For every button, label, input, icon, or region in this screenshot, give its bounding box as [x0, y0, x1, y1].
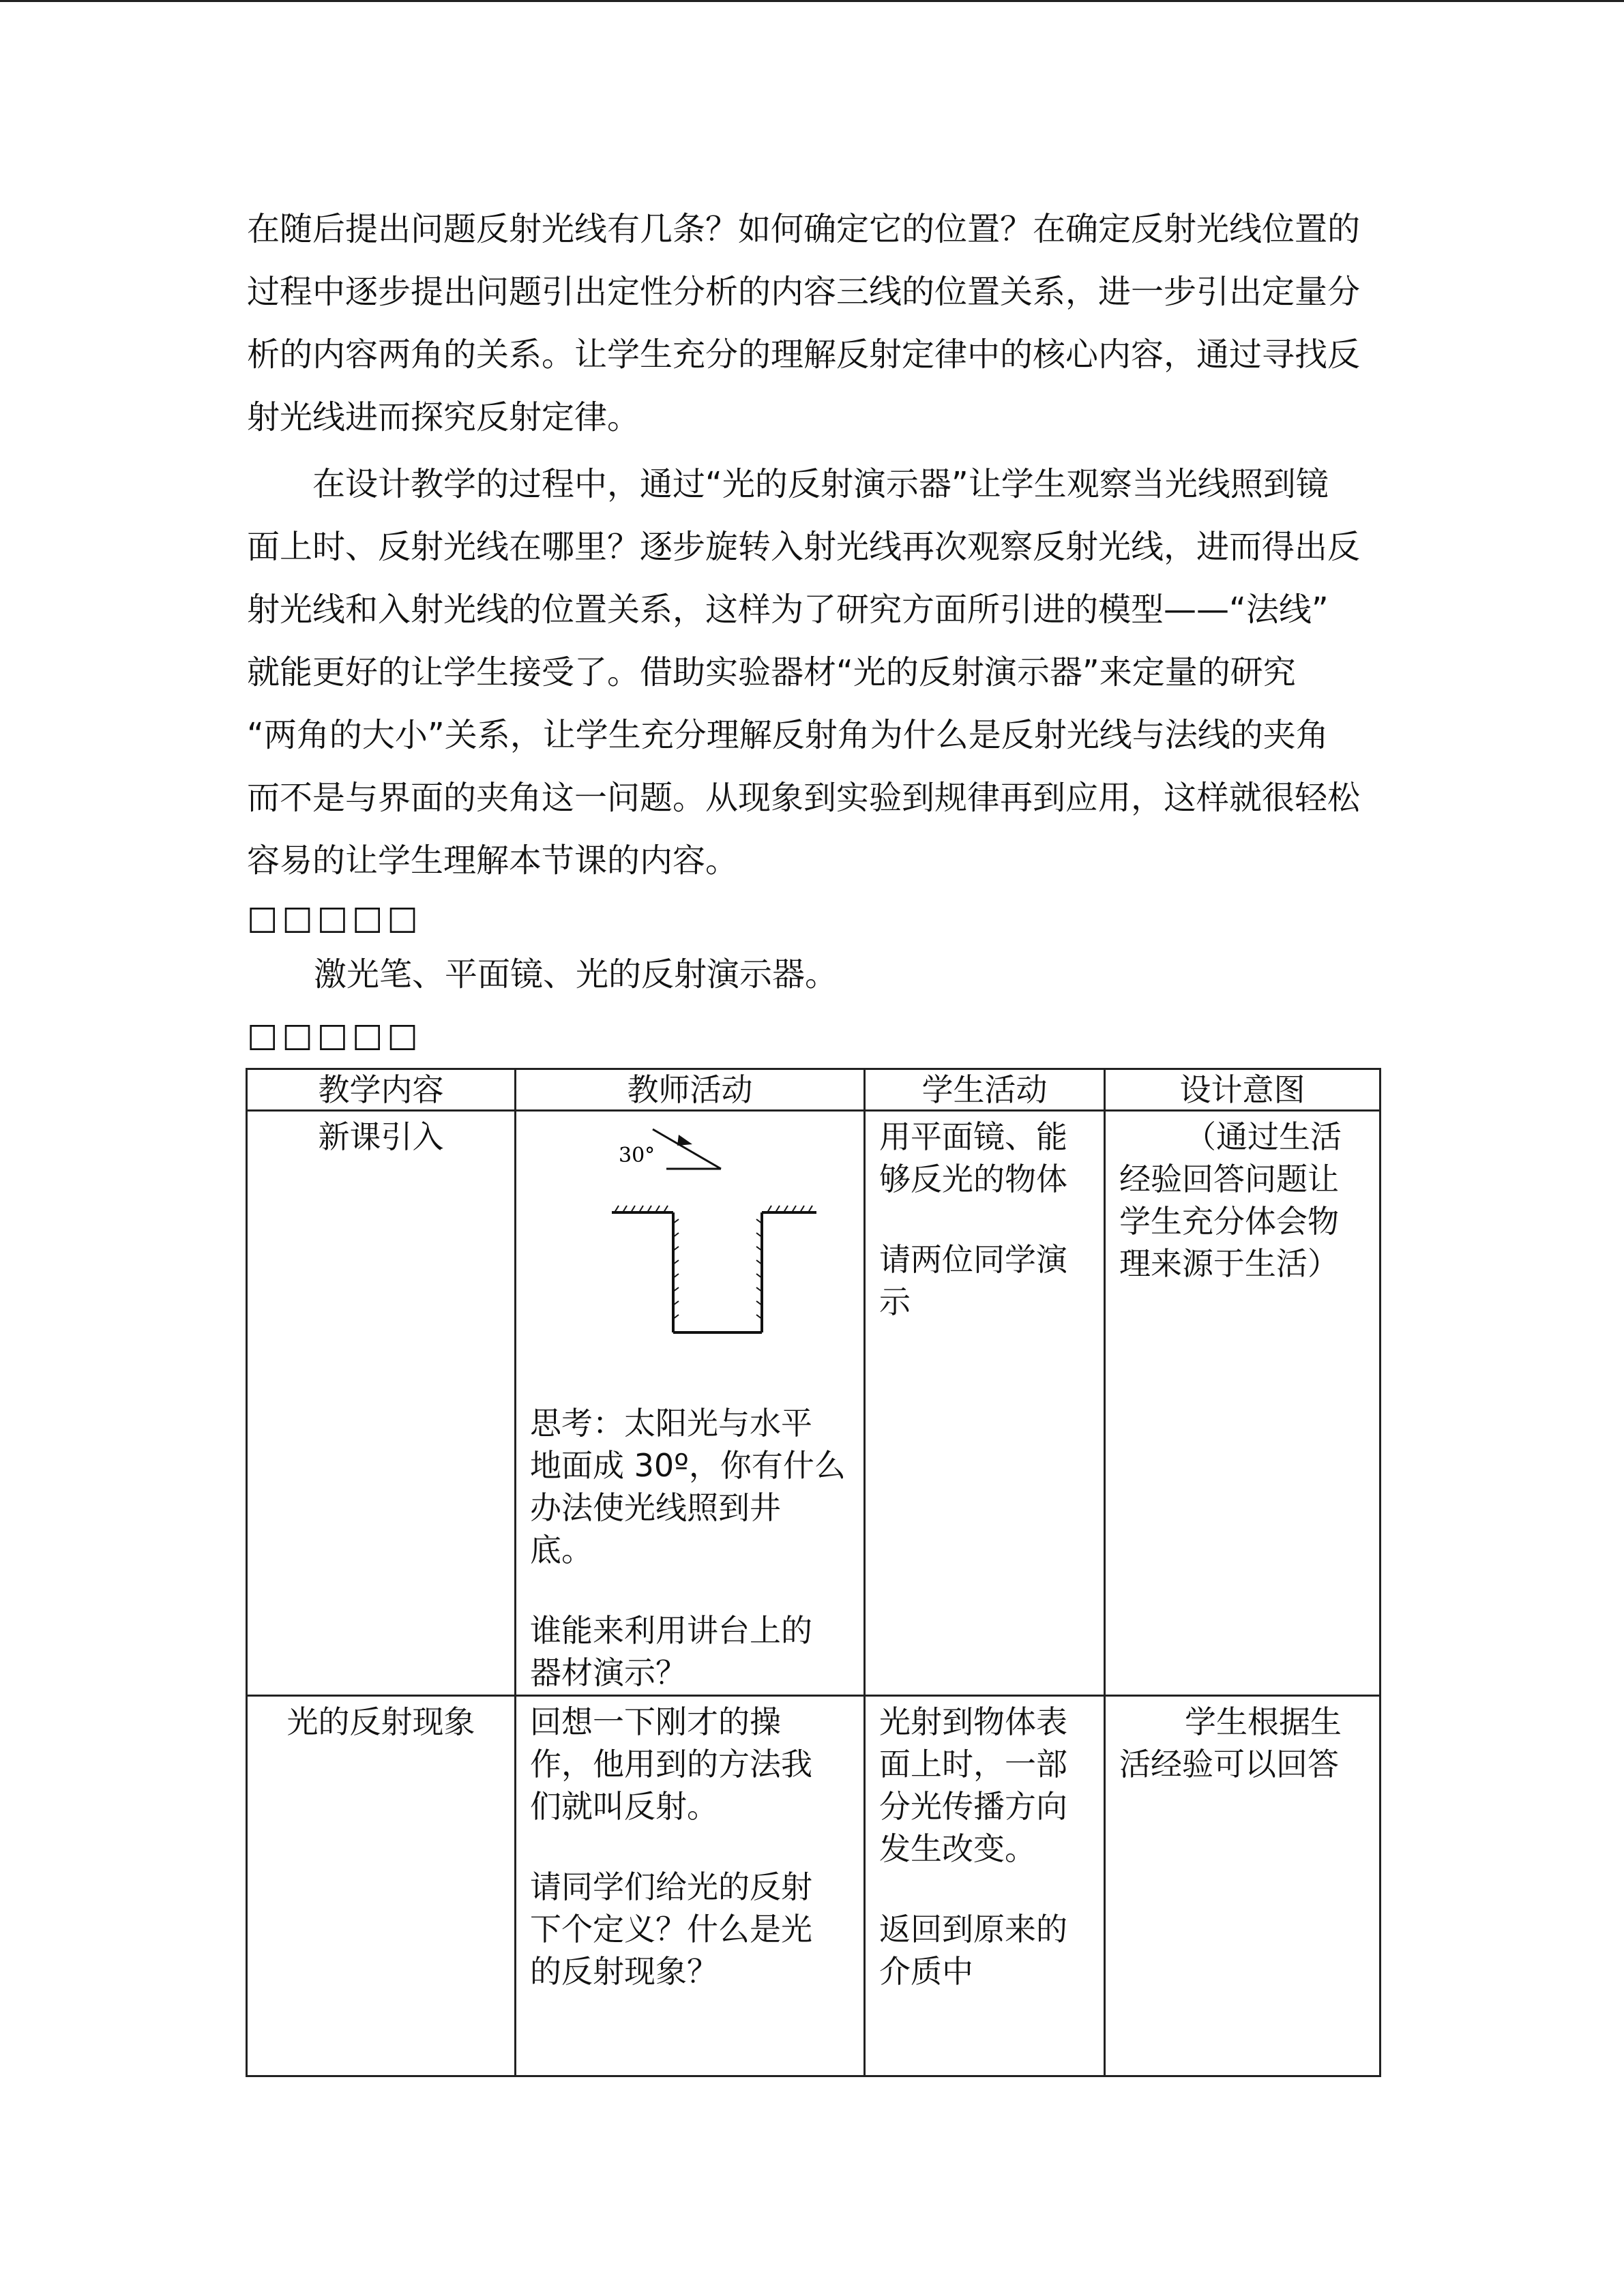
paragraph-2 [247, 453, 1379, 892]
paragraph-line: “两角的大小”关系，让学生充分理解反射角为什么是反射光线与法线的夹角 [247, 716, 1329, 754]
angle-label: 30° [619, 1144, 655, 1167]
text-line: 经验回答问题让 [1119, 1161, 1339, 1197]
well-diagram [612, 1121, 816, 1339]
text-line: 返回到原来的 [879, 1911, 1067, 1948]
cell-teacher [516, 1696, 865, 2076]
paragraph-line: 过程中逐步提出问题引出定性分析的内容三线的位置关系，进一步引出定量分 [247, 273, 1361, 311]
header-content: 教学内容 [247, 1069, 516, 1111]
paragraph-1 [247, 198, 1379, 449]
cell-intent [1105, 1111, 1381, 1696]
text-line: （通过生活 [1185, 1118, 1342, 1155]
text-line: 思考：太阳光与水平 [530, 1405, 812, 1442]
text-line: 分光传播方向 [879, 1788, 1067, 1825]
text-line: 请两位同学演 [879, 1241, 1067, 1278]
section-heading-process: □□□□□ [247, 1016, 422, 1054]
text-line: 面上时，一部 [879, 1746, 1067, 1783]
paragraph-line: 在设计教学的过程中，通过“光的反射演示器”让学生观察当光线照到镜 [247, 465, 1329, 503]
cell-content [247, 1696, 516, 2076]
cell-student [865, 1696, 1105, 2076]
paragraph-line: 而不是与界面的夹角这一问题。从现象到实验到规律再到应用，这样就很轻松 [247, 779, 1361, 817]
text-line: 学生根据生 [1185, 1703, 1342, 1740]
text-line: 们就叫反射。 [530, 1788, 718, 1825]
text-line: 请同学们给光的反射 [530, 1868, 812, 1905]
text-line: 学生充分体会物 [1119, 1203, 1339, 1240]
design-intent-text [1119, 1112, 1365, 1285]
student-activity-text [879, 1112, 1090, 1323]
section-heading-materials: □□□□□ [247, 899, 422, 937]
text-line: 回想一下刚才的操 [530, 1703, 781, 1740]
content-label: 新课引入 [318, 1118, 444, 1155]
text-line: 作，他用到的方法我 [530, 1746, 812, 1783]
paragraph-line: 就能更好的让学生接受了。借助实验器材“光的反射演示器”来定量的研究 [247, 653, 1296, 691]
spacer [530, 1828, 850, 1866]
header-student: 学生活动 [865, 1069, 1105, 1111]
text-line: 活经验可以回答 [1119, 1746, 1339, 1783]
lesson-plan-table [246, 1068, 1381, 2077]
text-line: 谁能来利用讲台上的 [530, 1612, 812, 1649]
text-line: 底。 [530, 1532, 593, 1568]
content-label: 光的反射现象 [286, 1703, 475, 1740]
table-row [247, 1696, 1381, 2076]
cell-intent [1105, 1696, 1381, 2076]
table-header-row [247, 1069, 1381, 1111]
design-intent-text [1119, 1697, 1365, 1785]
text-line: 器材演示？ [530, 1654, 687, 1691]
teacher-activity-text [530, 1339, 850, 1694]
text-line: 用平面镜、能 [879, 1118, 1067, 1155]
spacer [879, 1200, 1090, 1238]
text-line: 地面成 30º，你有什么 [530, 1447, 846, 1484]
spacer [879, 1870, 1090, 1908]
header-teacher: 教师活动 [516, 1069, 865, 1111]
paragraph-line: 在随后提出问题反射光线有几条？如何确定它的位置？在确定反射光线位置的 [247, 210, 1361, 248]
paragraph-line: 面上时、反射光线在哪里？逐步旋转入射光线再次观察反射光线，进而得出反 [247, 528, 1361, 566]
student-activity-text [879, 1697, 1090, 1993]
text-line: 够反光的物体 [879, 1161, 1067, 1197]
cell-content [247, 1111, 516, 1696]
text-line: 介质中 [879, 1953, 973, 1990]
text-line: 办法使光线照到井 [530, 1489, 781, 1526]
text-line: 理来源于生活） [1119, 1245, 1339, 1282]
paragraph-line: 射光线和入射光线的位置关系，这样为了研究方面所引进的模型——“法线” [247, 591, 1329, 629]
paragraph-line: 析的内容两角的关系。让学生充分的理解反射定律中的核心内容，通过寻找反 [247, 336, 1361, 374]
materials-text: 激光笔、平面镜、光的反射演示器。 [314, 955, 838, 994]
paragraph-line: 容易的让学生理解本节课的内容。 [247, 841, 739, 880]
spacer [530, 1571, 850, 1609]
teacher-activity-text [530, 1697, 850, 1993]
text-line: 下个定义？什么是光 [530, 1911, 812, 1948]
page-top-border [0, 0, 1624, 2]
cell-student [865, 1111, 1105, 1696]
text-line: 光射到物体表 [879, 1703, 1067, 1740]
text-line: 的反射现象？ [530, 1953, 718, 1990]
table-row [247, 1111, 1381, 1696]
text-line: 发生改变。 [879, 1830, 1036, 1867]
header-intent: 设计意图 [1105, 1069, 1381, 1111]
paragraph-line: 射光线进而探究反射定律。 [247, 398, 640, 436]
text-line: 示 [879, 1283, 911, 1320]
cell-teacher [516, 1111, 865, 1696]
